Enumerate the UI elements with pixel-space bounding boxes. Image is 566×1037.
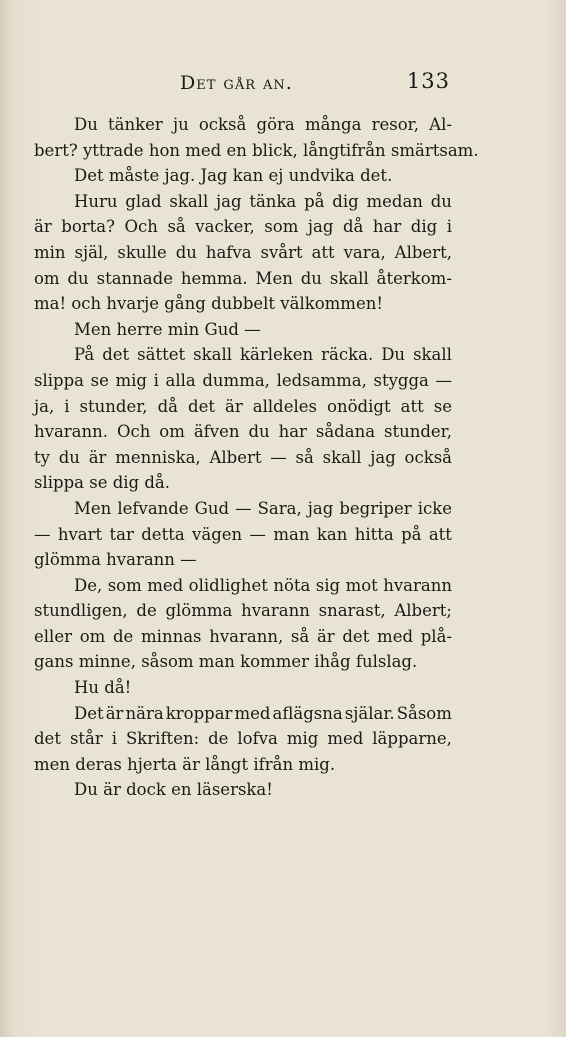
word: ja, xyxy=(34,396,55,416)
word: — xyxy=(235,498,252,518)
word: dumma, xyxy=(202,370,270,390)
word: räcka. xyxy=(321,345,374,365)
word: vacker, xyxy=(195,217,255,237)
word: ledsamma, xyxy=(276,370,367,390)
word: som xyxy=(107,575,142,595)
word: Och xyxy=(124,217,158,237)
text-line xyxy=(34,649,452,675)
word: så xyxy=(290,626,310,646)
word: är xyxy=(105,703,124,723)
text-line xyxy=(34,138,479,164)
word: är xyxy=(316,626,335,646)
word: jag xyxy=(307,498,334,518)
word: Såsom xyxy=(396,703,452,723)
text-line xyxy=(34,726,452,752)
word: yttrade xyxy=(82,140,149,160)
word: sättet xyxy=(137,345,186,365)
word: om xyxy=(34,268,60,288)
word: olidlighet xyxy=(188,575,268,595)
word: är xyxy=(88,447,107,467)
word: smärtsam. xyxy=(390,140,479,160)
word: man xyxy=(198,652,241,672)
word: Jag xyxy=(200,166,233,186)
word: de xyxy=(208,729,229,749)
word: jag. xyxy=(164,166,201,186)
word: Det xyxy=(74,166,109,186)
word: snarast, xyxy=(318,601,386,621)
word: medan xyxy=(366,191,423,211)
word: hvarann xyxy=(241,601,310,621)
word: Det xyxy=(74,703,104,723)
word: det xyxy=(188,396,215,416)
word: hvarje xyxy=(106,294,165,314)
word: minnas xyxy=(141,626,202,646)
word: en xyxy=(226,140,253,160)
word: i xyxy=(111,729,118,749)
word: i xyxy=(64,396,70,416)
word: nöta xyxy=(273,575,311,595)
text-line xyxy=(34,573,452,599)
word: tänka xyxy=(249,191,297,211)
word: lofva xyxy=(237,729,278,749)
text-line xyxy=(34,598,452,624)
word: stygga xyxy=(373,370,429,390)
text-line xyxy=(34,368,452,394)
word: och xyxy=(71,294,107,314)
text-line xyxy=(34,112,452,138)
word: det xyxy=(34,729,61,749)
word: hvarann xyxy=(383,575,452,595)
word: fulslag. xyxy=(355,652,418,672)
word: ihåg xyxy=(314,652,356,672)
word: är xyxy=(182,754,206,774)
word: mig. xyxy=(298,754,336,774)
word: skulle xyxy=(117,242,167,262)
word: stundligen, xyxy=(34,601,128,621)
word: är xyxy=(225,396,243,416)
word: du xyxy=(58,447,80,467)
word: måste xyxy=(108,166,165,186)
word: själar. xyxy=(344,703,395,723)
body-text xyxy=(34,112,479,803)
word: ma! xyxy=(34,294,72,314)
word: det. xyxy=(360,166,393,186)
text-line xyxy=(34,317,452,343)
word: begriper xyxy=(339,498,412,518)
text-line xyxy=(34,752,452,778)
word: skall xyxy=(322,447,362,467)
word: eller xyxy=(34,626,72,646)
word: De, xyxy=(74,575,103,595)
word: med xyxy=(234,703,271,723)
word: borta? xyxy=(61,217,115,237)
word: då! xyxy=(104,678,132,698)
text-line xyxy=(34,266,452,292)
word: med xyxy=(147,575,184,595)
word: de xyxy=(136,601,157,621)
text-line xyxy=(34,291,452,317)
text-line xyxy=(34,675,452,701)
word: Albert, xyxy=(394,242,452,262)
word: då xyxy=(342,217,364,237)
word: slippa xyxy=(34,370,84,390)
word: — xyxy=(435,370,452,390)
word: om xyxy=(159,422,185,442)
word: vara, xyxy=(343,242,386,262)
word: bert? xyxy=(34,140,83,160)
word: ju xyxy=(172,115,189,134)
word: du xyxy=(175,242,197,262)
word: — xyxy=(270,447,287,467)
word: har xyxy=(372,217,402,237)
word: undvika xyxy=(288,166,361,186)
word: Och xyxy=(116,422,151,442)
text-line xyxy=(34,342,452,368)
word: att xyxy=(428,524,452,544)
word: gång xyxy=(164,294,212,314)
word: göra xyxy=(256,115,295,134)
word: många xyxy=(304,115,362,134)
word: de xyxy=(112,626,134,646)
text-line xyxy=(34,496,452,522)
word: aflägsna xyxy=(272,703,343,723)
word: om xyxy=(79,626,106,646)
word: kommer xyxy=(240,652,315,672)
word: Men xyxy=(74,319,117,339)
word: hemma. xyxy=(180,268,248,288)
word: långtifrån xyxy=(302,140,391,160)
word: dig xyxy=(410,217,438,237)
word: skall xyxy=(329,268,369,288)
word: onödigt xyxy=(327,396,391,416)
word: såsom xyxy=(141,652,199,672)
word: Sara, xyxy=(257,498,302,518)
text-line xyxy=(34,522,452,548)
word: mig xyxy=(115,370,147,390)
word: lefvande xyxy=(117,498,189,518)
word: Hu xyxy=(74,678,105,698)
word: skall xyxy=(413,345,452,365)
word: deras xyxy=(75,754,128,774)
word: hvarann, xyxy=(209,626,284,646)
word: så xyxy=(295,447,314,467)
word: man xyxy=(273,524,310,544)
text-line xyxy=(34,240,452,266)
word: resor, xyxy=(371,115,419,134)
word: hafva xyxy=(205,242,252,262)
word: minne, xyxy=(78,652,142,672)
word: se xyxy=(89,473,113,493)
word: alldeles xyxy=(252,396,318,416)
word: är xyxy=(103,780,127,800)
word: hvarann xyxy=(106,550,181,570)
word: gans xyxy=(34,652,79,672)
word: långt xyxy=(205,754,254,774)
word: herre xyxy=(116,319,168,339)
word: kan xyxy=(316,524,348,544)
word: slippa xyxy=(34,473,90,493)
word: själ, xyxy=(74,242,109,262)
word: du xyxy=(430,191,452,211)
word: då xyxy=(157,396,178,416)
word: stunder, xyxy=(383,422,452,442)
word: se xyxy=(90,370,109,390)
word: svårt xyxy=(260,242,303,262)
word: menniska, xyxy=(115,447,201,467)
word: att xyxy=(400,396,424,416)
word: skall xyxy=(193,345,232,365)
word: det xyxy=(342,626,370,646)
text-line xyxy=(34,547,452,573)
word: — xyxy=(249,524,267,544)
word: På xyxy=(74,345,95,365)
text-line xyxy=(34,445,452,471)
word: det xyxy=(102,345,130,365)
word: glömma xyxy=(34,550,107,570)
word: på xyxy=(401,524,422,544)
word: du xyxy=(300,268,322,288)
word: mig xyxy=(286,729,319,749)
word: hvarann. xyxy=(34,422,109,442)
word: mot xyxy=(345,575,378,595)
running-title: Det går an. xyxy=(180,72,293,94)
word: se xyxy=(433,396,452,416)
word: dig xyxy=(332,191,359,211)
word: hon xyxy=(148,140,186,160)
text-line xyxy=(34,470,452,496)
word: också xyxy=(198,115,247,134)
word: men xyxy=(34,754,76,774)
word: så xyxy=(167,217,186,237)
word: Du xyxy=(74,780,104,800)
word: att xyxy=(311,242,335,262)
word: hvart xyxy=(57,524,103,544)
word: en xyxy=(171,780,197,800)
word: skall xyxy=(169,191,209,211)
word: på xyxy=(304,191,325,211)
word: tar xyxy=(109,524,134,544)
word: Albert; xyxy=(394,601,452,621)
word: Men xyxy=(255,268,293,288)
text-line xyxy=(34,701,452,727)
word: står xyxy=(69,729,103,749)
word: med xyxy=(377,626,414,646)
word: stunder, xyxy=(79,396,148,416)
word: jag xyxy=(370,447,396,467)
word: stannade xyxy=(96,268,173,288)
word: Albert xyxy=(209,447,262,467)
word: läpparne, xyxy=(372,729,452,749)
text-line xyxy=(34,163,452,189)
word: då. xyxy=(144,473,171,493)
word: kroppar xyxy=(165,703,233,723)
word: Skriften: xyxy=(125,729,200,749)
word: glömma xyxy=(165,601,233,621)
word: Gud xyxy=(194,498,230,518)
text-line xyxy=(34,624,452,650)
word: i xyxy=(153,370,159,390)
word: Huru xyxy=(74,191,118,211)
word: Men xyxy=(74,498,112,518)
word: sådana xyxy=(315,422,376,442)
word: har xyxy=(278,422,307,442)
word: med xyxy=(185,140,227,160)
word: också xyxy=(404,447,452,467)
word: dubbelt xyxy=(211,294,281,314)
word: — xyxy=(244,319,261,339)
word: hitta xyxy=(354,524,394,544)
text-line xyxy=(34,419,452,445)
text-line xyxy=(34,214,452,240)
word: alla xyxy=(165,370,196,390)
word: Gud xyxy=(204,319,245,339)
word: ty xyxy=(34,447,50,467)
word: ifrån xyxy=(253,754,299,774)
word: är xyxy=(34,217,52,237)
text-line xyxy=(34,394,452,420)
word: ej xyxy=(268,166,289,186)
word: återkom- xyxy=(376,268,452,288)
word: tänker xyxy=(108,115,163,134)
word: blick, xyxy=(252,140,303,160)
word: Al- xyxy=(429,115,452,134)
word: sig xyxy=(315,575,341,595)
word: vägen xyxy=(192,524,243,544)
word: detta xyxy=(141,524,185,544)
word: icke xyxy=(417,498,452,518)
word: min xyxy=(34,242,66,262)
word: kärleken xyxy=(240,345,314,365)
word: med xyxy=(327,729,364,749)
word: Du xyxy=(74,115,98,134)
word: — xyxy=(34,524,51,544)
word: glad xyxy=(125,191,162,211)
word: nära xyxy=(125,703,164,723)
word: som xyxy=(264,217,299,237)
word: Du xyxy=(381,345,406,365)
word: i xyxy=(446,217,452,237)
word: jag xyxy=(216,191,242,211)
word: jag xyxy=(307,217,334,237)
word: dig xyxy=(112,473,145,493)
word: hjerta xyxy=(127,754,183,774)
word: kan xyxy=(232,166,269,186)
word: äfven xyxy=(193,422,240,442)
text-line xyxy=(34,777,452,803)
word: min xyxy=(167,319,205,339)
word: du xyxy=(67,268,89,288)
word: dock xyxy=(126,780,172,800)
word: — xyxy=(180,550,197,570)
word: plå- xyxy=(420,626,452,646)
text-line xyxy=(34,189,452,215)
word: läserska! xyxy=(196,780,273,800)
page-number: 133 xyxy=(406,69,450,93)
word: välkommen! xyxy=(280,294,383,314)
word: du xyxy=(248,422,270,442)
